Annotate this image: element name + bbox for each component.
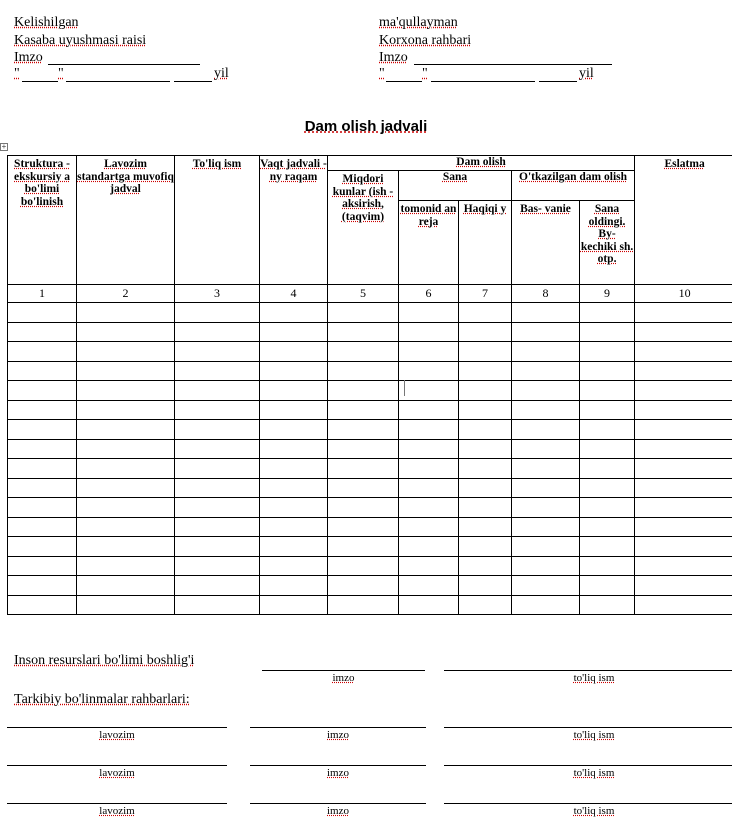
header-date: Sana [399,171,512,201]
table-cell[interactable] [8,517,77,537]
table-cell[interactable] [260,478,328,498]
table-cell[interactable] [580,556,635,576]
table-row [8,381,732,401]
table-cell[interactable] [635,400,732,420]
table-cell[interactable] [635,322,732,342]
table-row [8,478,732,498]
approval-left-signature-line [48,64,200,65]
table-cell[interactable] [260,400,328,420]
table-cell[interactable] [328,478,399,498]
table-cell[interactable] [399,400,459,420]
hr-head-label: Inson resurslari bo'limi boshlig'i [14,653,195,668]
table-cell[interactable] [635,459,732,479]
table-row [8,556,732,576]
table-cell[interactable] [580,459,635,479]
table-cell[interactable] [8,595,77,615]
table-cell[interactable] [459,537,512,557]
table-cell[interactable] [260,517,328,537]
table-cell[interactable] [175,361,260,381]
table-row [8,322,732,342]
table-cell[interactable] [175,478,260,498]
table-cell[interactable] [77,498,175,518]
header-days-count: Miqdori kunlar (ish - aksirish, (taqvim) [328,171,399,285]
table-cell[interactable] [459,400,512,420]
table-cell[interactable] [512,361,580,381]
table-cell[interactable] [512,576,580,596]
table-cell[interactable] [175,537,260,557]
unit-head-full-name-line[interactable] [444,765,732,766]
header-basis: Bas- vanie [512,201,580,285]
table-row [8,439,732,459]
table-cell[interactable] [635,381,732,401]
table-row [8,459,732,479]
table-cell[interactable] [77,381,175,401]
table-cell[interactable] [175,459,260,479]
table-cell[interactable] [328,439,399,459]
table-cell[interactable] [8,498,77,518]
header-transfer-date: Sana oldingi. By- kechiki sh. otp. [580,201,635,285]
table-cell[interactable] [328,303,399,323]
table-cell[interactable] [77,576,175,596]
table-cell[interactable] [260,576,328,596]
hr-head-signature-caption: imzo [332,672,355,684]
table-cell[interactable] [328,459,399,479]
table-cell[interactable] [399,498,459,518]
table-row [8,400,732,420]
approval-right-year: yil [579,66,594,81]
table-cell[interactable] [328,517,399,537]
table-cell[interactable] [8,478,77,498]
table-cell[interactable] [175,400,260,420]
column-number-cell: 2 [77,285,175,303]
table-cell[interactable] [77,361,175,381]
table-cell[interactable] [399,556,459,576]
column-number-cell: 7 [459,285,512,303]
table-cell[interactable] [635,439,732,459]
table-cell[interactable] [459,576,512,596]
table-cell[interactable] [328,361,399,381]
unit-head-signature-line[interactable] [250,803,426,804]
column-number-cell: 5 [328,285,399,303]
table-cell[interactable] [580,342,635,362]
table-cell[interactable] [580,303,635,323]
table-cell[interactable] [580,381,635,401]
table-cell[interactable] [260,303,328,323]
table-cell[interactable] [8,420,77,440]
table-cell[interactable] [328,537,399,557]
header-planned: tomonid an reja [399,201,459,285]
unit-head-full-name-caption: to'liq ism [573,767,615,779]
table-cell[interactable] [512,537,580,557]
table-cell[interactable] [77,595,175,615]
unit-head-signature-caption: imzo [327,729,349,741]
table-cell[interactable] [580,400,635,420]
table-cell[interactable] [512,595,580,615]
table-cell[interactable] [260,595,328,615]
unit-head-position-line[interactable] [7,765,227,766]
table-cell[interactable] [635,478,732,498]
table-cell[interactable] [260,381,328,401]
table-cell[interactable] [399,361,459,381]
unit-head-signature-caption: imzo [327,767,349,779]
table-cell[interactable] [77,420,175,440]
table-cell[interactable] [260,498,328,518]
unit-head-position-line[interactable] [7,803,227,804]
table-cell[interactable] [8,556,77,576]
table-cell[interactable] [512,556,580,576]
header-timesheet-number: Vaqt jadvali - ny raqam [260,156,328,285]
approval-left-quote-open: " [14,66,20,81]
table-cell[interactable] [512,420,580,440]
table-row [8,517,732,537]
table-cell[interactable] [635,303,732,323]
table-cell[interactable] [635,517,732,537]
table-cell[interactable] [328,576,399,596]
column-number-row [8,285,732,303]
table-cell[interactable] [459,439,512,459]
column-number-cell: 4 [260,285,328,303]
table-cell[interactable] [175,420,260,440]
table-row [8,498,732,518]
approval-right-title: ma'qullayman [379,15,458,30]
table-cell[interactable] [175,381,260,401]
table-cell[interactable] [580,576,635,596]
table-cell[interactable] [175,303,260,323]
table-cell[interactable] [8,361,77,381]
table-cell[interactable] [175,595,260,615]
table-cell[interactable] [459,303,512,323]
table-row [8,361,732,381]
table-cell[interactable] [260,342,328,362]
table-cell[interactable] [8,322,77,342]
table-cell[interactable] [8,439,77,459]
unit-head-position-caption: lavozim [99,805,135,817]
table-row [8,303,732,323]
table-cell[interactable] [260,537,328,557]
table-cell[interactable] [635,556,732,576]
table-cell[interactable] [77,459,175,479]
table-cell[interactable] [580,439,635,459]
table-cell[interactable] [635,498,732,518]
unit-head-full-name-line[interactable] [444,727,732,728]
table-cell[interactable] [77,556,175,576]
table-cell[interactable] [512,400,580,420]
unit-head-position-line[interactable] [7,727,227,728]
unit-head-signature-line[interactable] [250,765,426,766]
table-cell[interactable] [399,595,459,615]
table-cell[interactable] [459,361,512,381]
table-cell[interactable] [77,517,175,537]
table-cell[interactable] [399,478,459,498]
table-cell[interactable] [580,537,635,557]
table-cell[interactable] [260,420,328,440]
table-cell[interactable] [77,400,175,420]
header-note: Eslatma [635,156,732,285]
table-cell[interactable] [328,322,399,342]
approval-right-signature-label: Imzo [379,50,408,65]
table-cell[interactable] [328,420,399,440]
approval-left-signature-label: Imzo [14,50,43,65]
text-cursor [404,380,405,396]
header-position: Lavozim standartga muvofiq jadval [77,156,175,285]
table-cell[interactable] [580,595,635,615]
table-cell[interactable] [580,517,635,537]
table-cell[interactable] [328,556,399,576]
approval-left-year-line [174,81,212,82]
document-title: Dam olish jadvali [304,118,428,135]
table-cell[interactable] [512,381,580,401]
column-number-cell: 6 [399,285,459,303]
table-cell[interactable] [175,517,260,537]
table-cell[interactable] [459,381,512,401]
table-cell[interactable] [8,400,77,420]
table-cell[interactable] [399,576,459,596]
unit-head-full-name-caption: to'liq ism [573,729,615,741]
table-cell[interactable] [459,459,512,479]
table-cell[interactable] [8,537,77,557]
vacation-schedule-table [7,155,732,615]
approval-left-month-line [66,81,170,82]
table-cell[interactable] [512,517,580,537]
table-cell[interactable] [175,322,260,342]
table-cell[interactable] [512,459,580,479]
table-cell[interactable] [260,322,328,342]
table-cell[interactable] [459,517,512,537]
table-cell[interactable] [260,439,328,459]
table-cell[interactable] [260,556,328,576]
approval-right-quote-open: " [379,66,385,81]
table-cell[interactable] [459,498,512,518]
table-cell[interactable] [175,498,260,518]
table-cell[interactable] [77,342,175,362]
table-cell[interactable] [175,439,260,459]
table-row [8,595,732,615]
table-cell[interactable] [328,400,399,420]
table-cell[interactable] [8,303,77,323]
header-structure: Struktura - ekskursiy a bo'limi bo'linish [8,156,77,285]
table-row [8,576,732,596]
table-cell[interactable] [77,537,175,557]
column-number-cell: 3 [175,285,260,303]
approval-right-role: Korxona rahbari [379,33,472,48]
unit-head-full-name-caption: to'liq ism [573,805,615,817]
table-cell[interactable] [580,498,635,518]
column-number-cell: 8 [512,285,580,303]
approval-right-year-line [539,81,577,82]
approval-left-day-line [22,81,58,82]
hr-head-signature-line[interactable] [262,670,425,671]
header-full-name: To'liq ism [175,156,260,285]
table-cell[interactable] [8,459,77,479]
table-cell[interactable] [635,420,732,440]
column-number-cell: 9 [580,285,635,303]
unit-head-position-caption: lavozim [99,767,135,779]
unit-head-signature-line[interactable] [250,727,426,728]
table-cell[interactable] [8,381,77,401]
table-cell[interactable] [512,322,580,342]
table-cell[interactable] [260,459,328,479]
table-cell[interactable] [399,420,459,440]
table-row [8,342,732,362]
units-heads-label: Tarkibiy bo'linmalar rahbarlari: [14,692,190,707]
header-transferred-vacation: O'tkazilgan dam olish [512,171,635,201]
unit-head-signature-caption: imzo [327,805,349,817]
table-cell[interactable] [77,439,175,459]
table-cell[interactable] [512,478,580,498]
table-cell[interactable] [459,556,512,576]
approval-right-month-line [431,81,535,82]
unit-head-full-name-line[interactable] [444,803,732,804]
table-move-handle-icon[interactable]: + [1,142,7,151]
approval-left-title: Kelishilgan [14,15,79,30]
approval-right-quote-close: " [422,66,428,81]
table-cell[interactable] [175,342,260,362]
table-cell[interactable] [459,478,512,498]
table-cell[interactable] [580,478,635,498]
table-cell[interactable] [512,439,580,459]
table-cell[interactable] [77,303,175,323]
table-cell[interactable] [77,322,175,342]
table-cell[interactable] [328,342,399,362]
table-cell[interactable] [512,342,580,362]
column-number-cell: 1 [8,285,77,303]
table-cell[interactable] [399,381,459,401]
unit-head-position-caption: lavozim [99,729,135,741]
table-cell[interactable] [635,576,732,596]
table-cell[interactable] [8,576,77,596]
table-cell[interactable] [580,361,635,381]
table-cell[interactable] [580,322,635,342]
table-cell[interactable] [399,439,459,459]
table-cell[interactable] [635,361,732,381]
approval-left-role: Kasaba uyushmasi raisi [14,33,147,48]
table-cell[interactable] [328,595,399,615]
table-cell[interactable] [459,420,512,440]
table-cell[interactable] [459,595,512,615]
table-cell[interactable] [399,322,459,342]
table-row [8,420,732,440]
table-cell[interactable] [635,537,732,557]
header-actual: Haqiqi y [459,201,512,285]
table-cell[interactable] [175,556,260,576]
table-cell[interactable] [260,361,328,381]
approval-right-day-line [386,81,422,82]
table-cell[interactable] [399,537,459,557]
table-cell[interactable] [635,342,732,362]
table-cell[interactable] [175,576,260,596]
table-row [8,537,732,557]
table-cell[interactable] [512,303,580,323]
table-cell[interactable] [328,381,399,401]
hr-head-name-caption: to'liq ism [573,672,615,684]
table-cell[interactable] [580,420,635,440]
table-cell[interactable] [399,459,459,479]
column-number-cell: 10 [635,285,732,303]
header-vacation: Dam olish [328,156,635,171]
table-cell[interactable] [459,322,512,342]
table-cell[interactable] [459,342,512,362]
table-cell[interactable] [328,498,399,518]
table-cell[interactable] [399,342,459,362]
table-cell[interactable] [399,517,459,537]
table-cell[interactable] [77,478,175,498]
table-cell[interactable] [635,595,732,615]
table-cell[interactable] [8,342,77,362]
table-cell[interactable] [399,303,459,323]
hr-head-name-line[interactable] [444,670,732,671]
table-cell[interactable] [512,498,580,518]
approval-left-quote-close: " [58,66,64,81]
approval-left-year: yil [214,66,229,81]
